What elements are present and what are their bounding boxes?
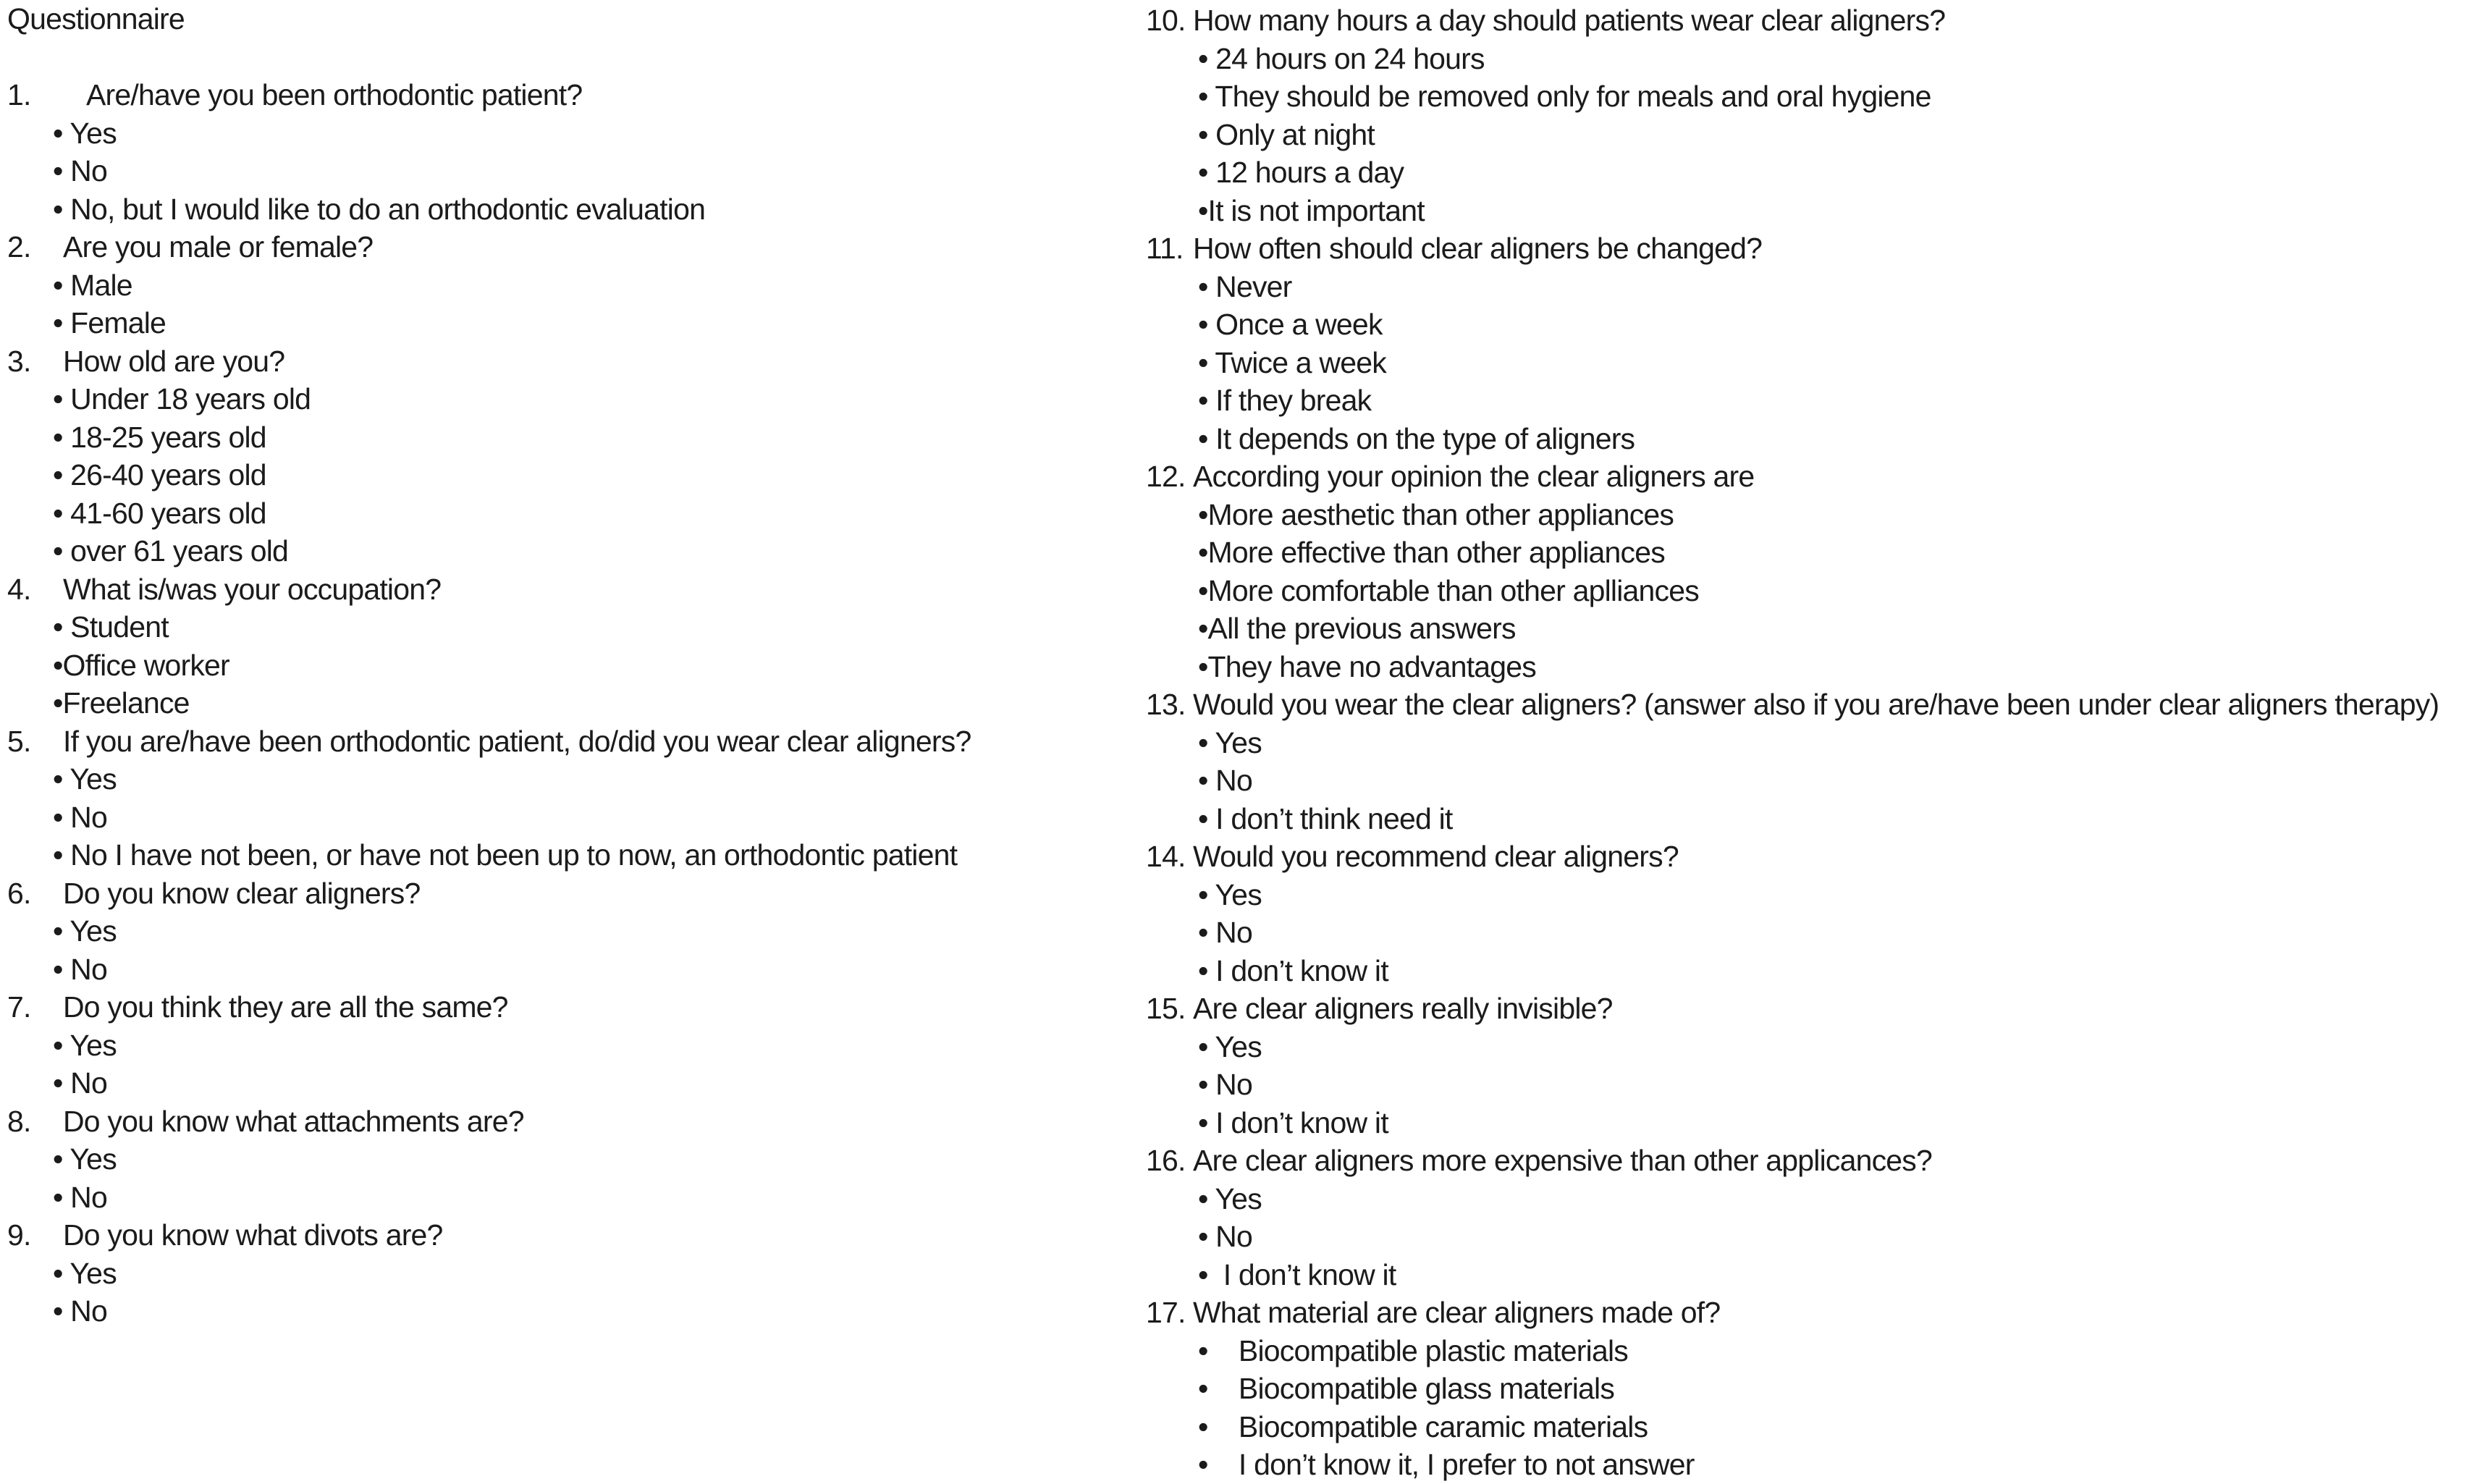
option-item: • Only at night (1198, 117, 1375, 151)
option-item: • Yes (1198, 877, 1262, 911)
question-line (7, 1216, 1140, 1255)
option-item: • No (1198, 916, 1252, 949)
question-number: 8. (7, 1104, 31, 1138)
question-number: 14. (1146, 840, 1186, 873)
option-item: • Once a week (1198, 308, 1383, 341)
question-text: Are/have you been orthodontic patient? (86, 78, 583, 111)
question-number: 10. (1146, 4, 1186, 37)
option-item: • No (53, 1294, 107, 1328)
option-item: • Yes (53, 1142, 117, 1176)
option-item: • I don’t know it (1198, 953, 1388, 987)
option-item: • Yes (1198, 725, 1262, 759)
question-number: 5. (7, 724, 31, 758)
question-text: If you are/have been orthodontic patient, do/did you wear clear aligners? (63, 724, 971, 758)
option-item: • Student (53, 610, 169, 644)
option-item: • Yes (1198, 1181, 1262, 1215)
option-item: • No (53, 800, 107, 834)
option-item: •More aesthetic than other appliances (1198, 497, 1674, 531)
question-line (1146, 838, 2480, 876)
question-item (7, 228, 1140, 342)
option-item: • I don’t know it (1198, 1105, 1388, 1139)
question-number: 6. (7, 876, 31, 910)
option-item: • Yes (53, 1028, 117, 1062)
question-item (1146, 229, 2480, 458)
question-text: Do you know what attachments are? (63, 1104, 524, 1138)
option-item: • Twice a week (1198, 345, 1386, 379)
document-title: Questionnaire (7, 2, 185, 35)
question-number: 16. (1146, 1144, 1186, 1177)
question-item (7, 570, 1140, 722)
questionnaire-column-right (1146, 1, 2480, 1484)
question-item (1146, 1142, 2480, 1294)
question-line (1146, 229, 2480, 268)
question-item (1146, 1, 2480, 229)
option-item: • 41-60 years old (53, 496, 266, 530)
option-item: • If they break (1198, 384, 1372, 417)
option-item: • No (53, 1066, 107, 1100)
question-item (1146, 458, 2480, 686)
question-line (7, 570, 1140, 609)
option-item: • Female (53, 306, 166, 340)
question-text: Do you know clear aligners? (63, 876, 421, 910)
question-item (1146, 838, 2480, 990)
option-item: • Male (53, 268, 132, 302)
question-number: 11. (1146, 232, 1184, 265)
question-text: How often should clear aligners be changed? (1193, 232, 1763, 265)
question-number: 3. (7, 344, 31, 378)
question-text: What is/was your occupation? (63, 572, 442, 606)
question-line (7, 874, 1140, 913)
question-item (1146, 990, 2480, 1142)
question-item (1146, 1294, 2480, 1484)
question-text: Would you recommend clear aligners? (1193, 840, 1679, 873)
option-item: •More effective than other appliances (1198, 536, 1665, 569)
option-item: •It is not important (1198, 193, 1425, 227)
option-item: • No (1198, 1068, 1252, 1101)
option-item: • No, but I would like to do an orthodontic evaluation (53, 192, 706, 226)
questionnaire-column-left (7, 76, 1140, 1331)
option-item: • Yes (53, 762, 117, 796)
question-number: 13. (1146, 688, 1186, 721)
option-item: • 18-25 years old (53, 420, 266, 454)
option-item: • 24 hours on 24 hours (1198, 41, 1485, 75)
question-item (7, 342, 1140, 570)
question-line (1146, 1294, 2480, 1332)
option-item: •Freelance (53, 686, 190, 720)
question-number: 9. (7, 1218, 31, 1252)
question-text: What material are clear aligners made of? (1193, 1296, 1721, 1329)
option-item: •Office worker (53, 648, 229, 682)
question-line (7, 722, 1140, 761)
option-item: • No (53, 1180, 107, 1214)
question-line (1146, 990, 2480, 1028)
question-item (7, 76, 1140, 228)
option-item: • I don’t know it, I prefer to not answer (1198, 1448, 1695, 1481)
question-line (1146, 686, 2480, 724)
question-item (1146, 686, 2480, 838)
option-item: •More comfortable than other aplliances (1198, 573, 1699, 607)
question-number: 7. (7, 990, 31, 1024)
question-text: Are clear aligners really invisible? (1193, 992, 1613, 1025)
question-number: 1. (7, 78, 31, 111)
question-number: 2. (7, 230, 31, 264)
question-line (7, 342, 1140, 381)
question-number: 15. (1146, 992, 1186, 1025)
question-line (7, 1103, 1140, 1141)
option-item: • No I have not been, or have not been up to now, an orthodontic patient (53, 838, 958, 872)
option-item: • No (53, 952, 107, 986)
question-item (7, 874, 1140, 989)
option-item: • Biocompatible glass materials (1198, 1372, 1615, 1405)
option-item: • I don’t think need it (1198, 801, 1453, 835)
option-item: •All the previous answers (1198, 612, 1516, 645)
question-item (7, 1103, 1140, 1217)
option-item: • Biocompatible caramic materials (1198, 1409, 1648, 1443)
option-item: • No (1198, 764, 1252, 797)
question-line (7, 76, 1140, 114)
option-item: • Yes (53, 116, 117, 150)
option-item: • 26-40 years old (53, 458, 266, 492)
option-item: • over 61 years old (53, 534, 289, 568)
option-item: • Yes (53, 1256, 117, 1290)
question-number: 4. (7, 572, 31, 606)
question-line (1146, 458, 2480, 496)
option-item: • No (53, 154, 107, 187)
question-line (1146, 1, 2480, 40)
option-item: • It depends on the type of aligners (1198, 421, 1635, 455)
option-item: • Biocompatible plastic materials (1198, 1333, 1628, 1367)
question-text: Do you think they are all the same? (63, 990, 508, 1024)
question-text: How old are you? (63, 344, 285, 378)
option-item: •They have no advantages (1198, 649, 1536, 683)
option-item: • 12 hours a day (1198, 156, 1404, 189)
question-text: Would you wear the clear aligners? (answer also if you are/have been under clear aligners therapy) (1193, 688, 2439, 721)
option-item: • Never (1198, 269, 1292, 303)
question-text: Are clear aligners more expensive than other applicances? (1193, 1144, 1933, 1177)
question-line (7, 228, 1140, 266)
question-number: 12. (1146, 460, 1186, 493)
option-item: • Yes (53, 914, 117, 948)
question-number: 17. (1146, 1296, 1186, 1329)
question-text: According your opinion the clear aligners are (1193, 460, 1755, 493)
question-text: Are you male or female? (63, 230, 374, 264)
question-text: How many hours a day should patients wear clear aligners? (1193, 4, 1946, 37)
question-item (7, 1216, 1140, 1331)
option-item: • They should be removed only for meals and oral hygiene (1198, 80, 1931, 113)
question-line (7, 988, 1140, 1026)
question-line (1146, 1142, 2480, 1180)
option-item: • No (1198, 1220, 1252, 1253)
option-item: • I don’t know it (1198, 1257, 1396, 1291)
question-text: Do you know what divots are? (63, 1218, 443, 1252)
option-item: • Yes (1198, 1029, 1262, 1063)
question-item (7, 988, 1140, 1103)
question-item (7, 722, 1140, 874)
option-item: • Under 18 years old (53, 382, 311, 416)
